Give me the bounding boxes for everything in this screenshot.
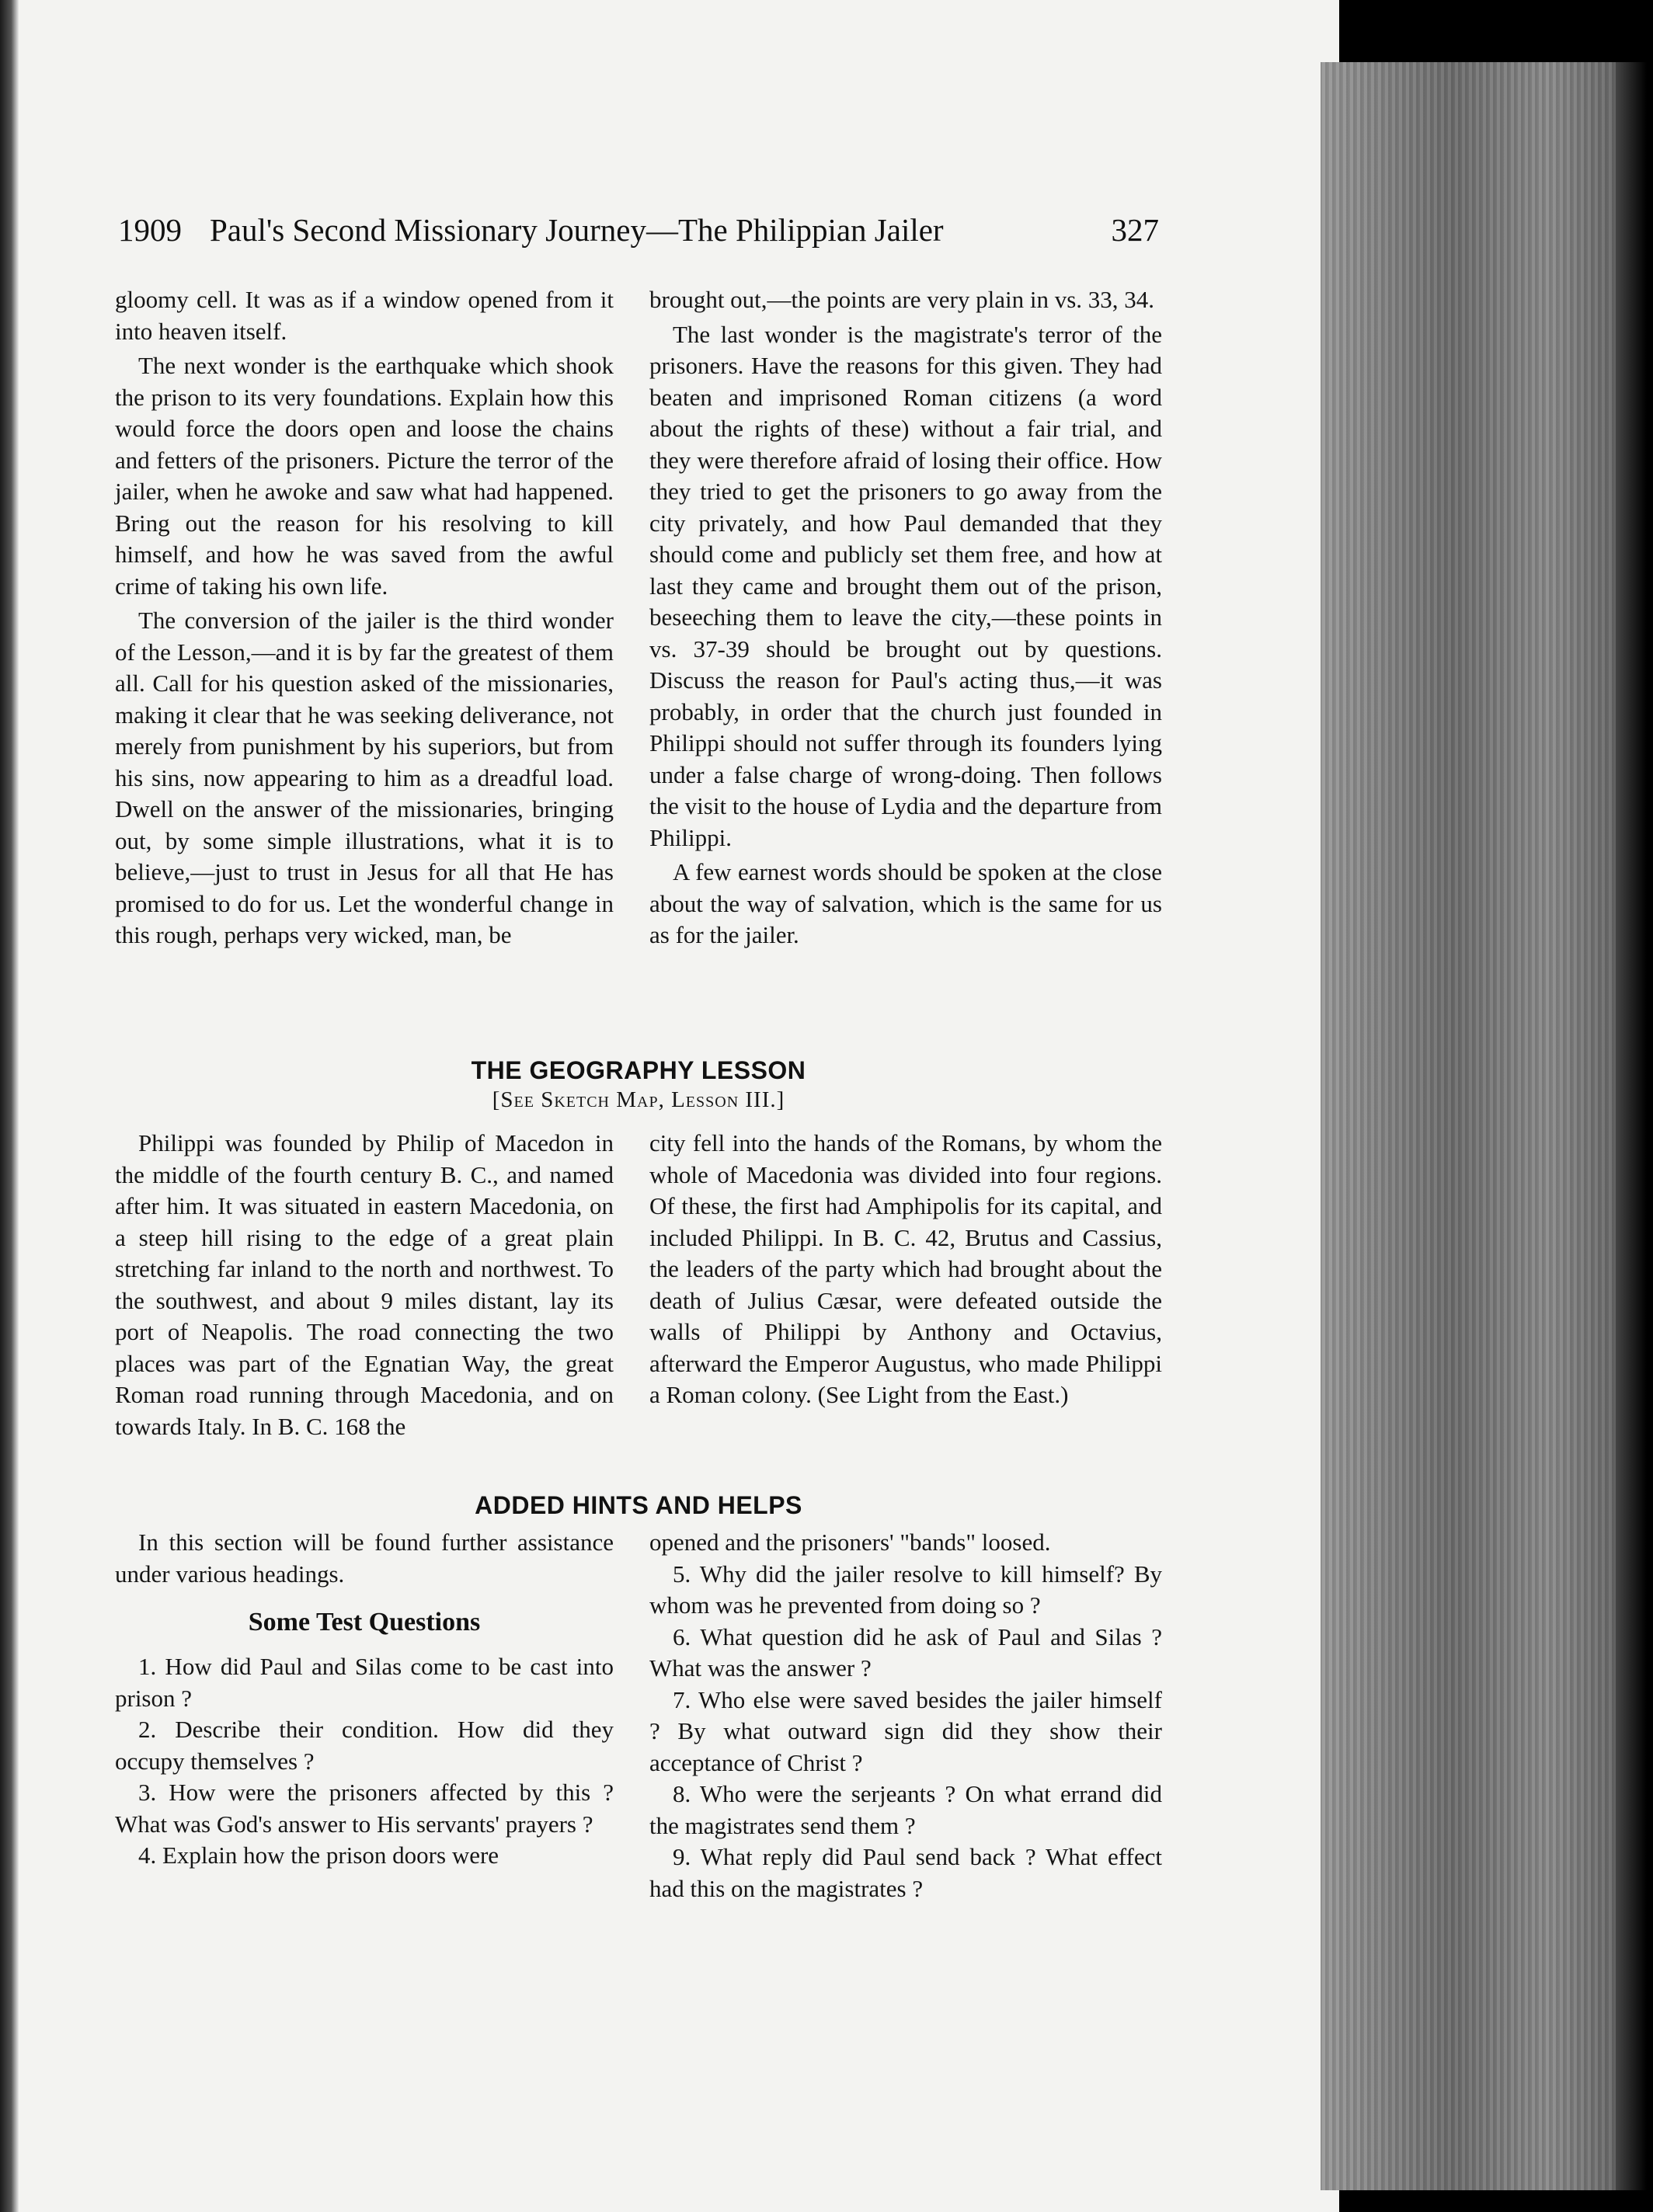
question: 8. Who were the serjeants ? On what errand did the magistrates send them ? bbox=[649, 1780, 1162, 1839]
paragraph: A few earnest words should be spoken at the close about the way of salvation, which is the same for us as for the jailer. bbox=[649, 858, 1162, 948]
paragraph: The next wonder is the earthquake which shook the prison to its very foundations. Explain how this would force the doors open and loose the chains and fetters of the prisoners. Picture the terror of the jailer, when he awoke and saw what had happened. Bring out the reason for his resolving to kill himself, and how he was saved from the awful crime of taking his own life. bbox=[115, 352, 614, 600]
geography-subheading: [See Sketch Map, Lesson III.] bbox=[492, 1087, 785, 1112]
question: 7. Who else were saved besides the jailer himself ? By what outward sign did they show their acceptance of Christ ? bbox=[649, 1685, 1162, 1776]
header-year: 1909 bbox=[118, 212, 182, 248]
paragraph: Philippi was founded by Philip of Macedon in the middle of the fourth century B. C., and named after him. It was situated in eastern Macedonia, on a steep hill rising to the edge of a great plain stretching far inland to the north and northwest. To the southwest, and about 9 miles distant, lay its port of Neapolis. The road connecting the two places was part of the Egnatian Way, the great Roman road running through Macedonia, and on towards Italy. In B. C. 168 the bbox=[115, 1129, 614, 1440]
paragraph: The conversion of the jailer is the third wonder of the Lesson,—and it is by far the greatest of them all. Call for his question asked of the missionaries, making it clear that he was seeking deliverance, not merely from punishment by his superiors, but from his sins, now appearing to him as a dreadful load. Dwell on the answer of the missionaries, bringing out, by some simple illustrations, what it is to believe,—just to trust in Jesus for all that He has promised to do for us. Let the wonderful change in this rough, perhaps very wicked, man, be bbox=[115, 607, 614, 948]
paragraph: gloomy cell. It was as if a window opened from it into heaven itself. bbox=[115, 286, 614, 345]
question: 9. What reply did Paul send back ? What effect had this on the magistrates ? bbox=[649, 1843, 1162, 1902]
question: 3. How were the prisoners affected by this ? What was God's answer to His servants' prayers ? bbox=[115, 1779, 614, 1838]
hints-heading: ADDED HINTS AND HELPS bbox=[475, 1491, 802, 1519]
question: 6. What question did he ask of Paul and Silas ? What was the answer ? bbox=[649, 1622, 1162, 1682]
question: 2. Describe their condition. How did they occupy themselves ? bbox=[115, 1716, 614, 1775]
header-title: Paul's Second Missionary Journey—The Philippian Jailer bbox=[210, 212, 944, 248]
geography-heading: THE GEOGRAPHY LESSON bbox=[471, 1056, 806, 1084]
page-number: 327 bbox=[1111, 212, 1159, 248]
lesson-right-column bbox=[649, 284, 1162, 951]
paragraph: city fell into the hands of the Romans, by whom the whole of Macedonia was divided into four regions. Of these, the first had Amphipolis for its capital, and included Philippi. In B. C. 42, Brutus and Cassius, the leaders of the party which had brought about the death of Julius Cæsar, were defeated outside the walls of Philippi by Anthony and Octavius, afterward the Emperor Augustus, who made Philippi a Roman colony. (See Light from the East.) bbox=[649, 1129, 1162, 1408]
paragraph: brought out,—the points are very plain in vs. 33, 34. bbox=[649, 286, 1155, 313]
question: opened and the prisoners' "bands" loosed. bbox=[649, 1529, 1051, 1556]
book-gutter bbox=[0, 0, 19, 2212]
questions-left-column bbox=[115, 1651, 614, 1872]
questions-right-column bbox=[649, 1527, 1162, 1904]
geography-left-column bbox=[115, 1128, 614, 1442]
paragraph: The last wonder is the magistrate's terror of the prisoners. Have the reasons for this given. They had beaten and imprisoned Roman citizens (a word about the rights of these) without a fair trial, and they were therefore afraid of losing their office. How they tried to get the prisoners to go away from the city privately, and how Paul demanded that they should come and publicly set them free, and how at last they came and brought them out of the prison, beseeching them to leave the city,—these points in vs. 37-39 should be brought out by questions. Discuss the reason for Paul's acting thus,—it was probably, in order that the church just founded in Philippi should not suffer through its founders lying under a false charge of wrong-doing. Then follows the visit to the house of Lydia and the departure from Philippi. bbox=[649, 320, 1162, 851]
question: 4. Explain how the prison doors were bbox=[138, 1842, 499, 1869]
question: 5. Why did the jailer resolve to kill himself? By whom was he prevented from doing so ? bbox=[649, 1560, 1162, 1619]
question: 1. How did Paul and Silas come to be cast into prison ? bbox=[115, 1653, 614, 1712]
hints-left-column bbox=[115, 1527, 614, 1590]
book-page-edges bbox=[1321, 62, 1647, 2190]
test-questions-title: Some Test Questions bbox=[248, 1608, 481, 1636]
lesson-left-column bbox=[115, 284, 614, 951]
paragraph: In this section will be found further assistance under various headings. bbox=[115, 1529, 614, 1588]
geography-right-column bbox=[649, 1128, 1162, 1411]
